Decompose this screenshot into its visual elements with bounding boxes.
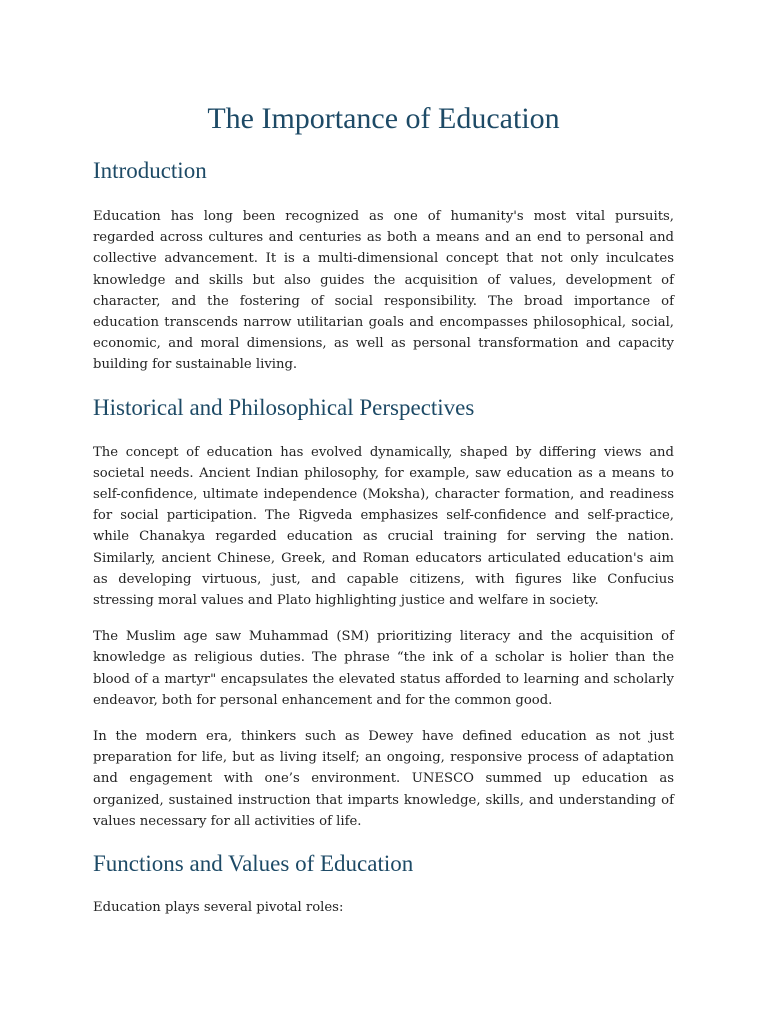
- historical-paragraph-2: The Muslim age saw Muhammad (SM) prioritizing literacy and the acquisition of knowledge as religious duties. The phrase “the ink of a scholar is holier than the blood of a martyr" encapsulates the elevated status afforded to learning and scholarly endeavor, both for personal enhancement and for the common good.: [93, 629, 674, 708]
- section-heading-introduction: Introduction: [93, 158, 207, 183]
- section-heading-historical-perspectives: Historical and Philosophical Perspectives: [93, 394, 475, 420]
- functions-intro-paragraph: Education plays several pivotal roles:: [93, 900, 344, 916]
- historical-paragraph-3: In the modern era, thinkers such as Dewey have defined education as not just preparation for life, but as living itself; an ongoing, responsive process of adaptation and engagement with one’s environment. UNESCO summed up education as organized, sustained instruction that imparts knowledge, skills, and understanding of values necessary for all activities of life.: [93, 729, 674, 829]
- introduction-paragraph: Education has long been recognized as one of humanity's most vital pursuits, regarded across cultures and centuries as both a means and an end to personal and collective advancement. It is a multi-dimensional concept that not only inculcates knowledge and skills but also guides the acquisition of values, development of character, and the fostering of social responsibility. The broad importance of education transcends narrow utilitarian goals and encompasses philosophical, social, economic, and moral dimensions, as well as personal transformation and capacity building for sustainable living.: [93, 209, 674, 373]
- document-page: [93, 96, 674, 918]
- section-heading-functions-values: Functions and Values of Education: [93, 851, 414, 877]
- document-title: The Importance of Education: [207, 102, 560, 135]
- historical-paragraph-1: The concept of education has evolved dynamically, shaped by differing views and societal needs. Ancient Indian philosophy, for example, saw education as a means to self-confidence, ultimate independence (Moksha), character formation, and readiness for social participation. The Rigveda emphasizes self-confidence and self-practice, while Chanakya regarded education as crucial training for serving the nation. Similarly, ancient Chinese, Greek, and Roman educators articulated education's aim as developing virtuous, just, and capable citizens, with figures like Confucius stressing moral values and Plato highlighting justice and welfare in society.: [93, 444, 674, 609]
